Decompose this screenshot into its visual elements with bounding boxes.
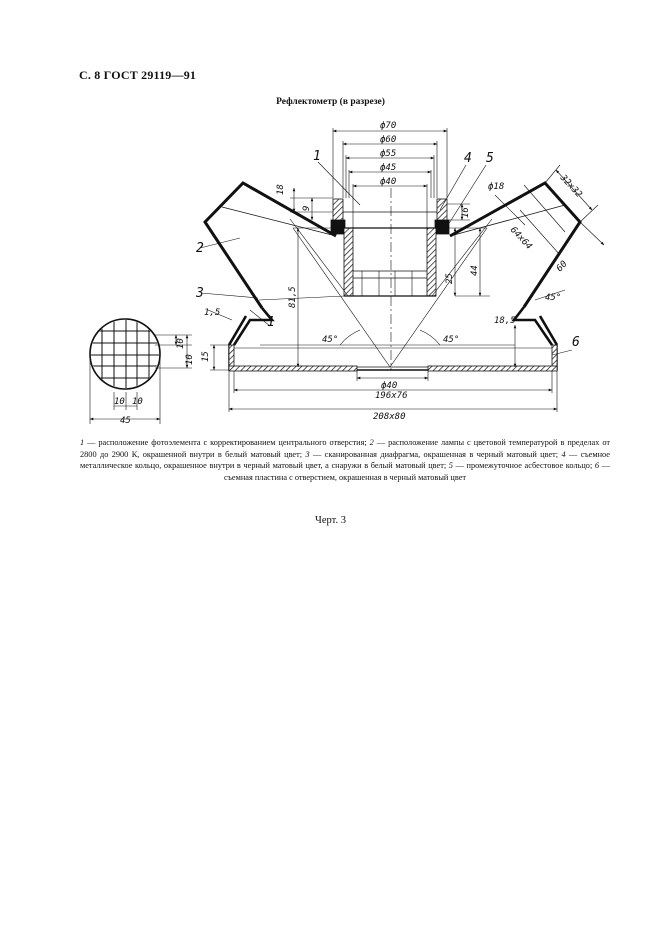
dim-sq64: 64х64 (507, 225, 534, 252)
part-number-5: 5 (486, 151, 494, 166)
grid-dim-10b: 10 (185, 354, 195, 365)
dim-d60: ф60 (380, 135, 397, 145)
base-box (229, 345, 557, 371)
dim-r1-5: 1,5 (204, 308, 221, 318)
grid-dim-10d: 10 (132, 397, 143, 407)
dim-d45: ф45 (380, 163, 397, 173)
caption-text-2: — расположение лампы с цветовой температурой в пределах от 2800 до 2900 К, окрашенной внутри в белый матовый цвет; (80, 438, 611, 459)
part-number-3: 3 (196, 286, 204, 301)
caption-num-1: 1 (80, 438, 85, 447)
dim-d55: ф55 (380, 149, 397, 159)
dim-h18: 18 (276, 184, 286, 195)
dim-h9: 9 (302, 205, 312, 211)
dim-d40-top: ф40 (380, 177, 397, 187)
dim-h15: 15 (201, 351, 211, 362)
figure-caption (80, 437, 610, 483)
dim-d18: ф18 (488, 182, 505, 192)
bottom-dimension-lines (210, 345, 557, 412)
part-number-1-top: 1 (313, 149, 321, 164)
dim-d70: ф70 (380, 121, 397, 131)
dim-h81-5: 81,5 (288, 286, 298, 308)
figure-number: Черт. 3 (315, 515, 346, 526)
caption-num-6: 6 (594, 461, 600, 471)
dim-h16: 16 (461, 207, 471, 218)
dim-r18-5: 18,5 (494, 316, 516, 326)
dim-h44: 44 (470, 265, 480, 276)
caption-num-5: 5 (448, 461, 453, 471)
dim-h25: 25 (445, 273, 455, 284)
dim-base-208x80: 208х80 (373, 412, 406, 422)
caption-num-4: 4 (561, 449, 566, 459)
caption-text-5: — промежуточное асбестовое кольцо; (452, 461, 595, 471)
dim-angle-corner: 45° (545, 293, 562, 303)
dim-d40-bottom: ф40 (381, 381, 398, 391)
diaphragm-grid-view (90, 318, 192, 424)
part-number-4: 4 (464, 151, 472, 166)
page-header: С. 8 ГОСТ 29119—91 (79, 68, 197, 82)
grid-dim-10c: 10 (114, 397, 125, 407)
part-number-1-bottom: 1 (267, 315, 275, 330)
angle-arc-left (340, 330, 360, 345)
dim-plate-196x76: 196х76 (375, 391, 408, 401)
caption-num-2: 2 (369, 438, 374, 447)
dim-angle-right: 45° (443, 335, 460, 345)
angle-arc-right (420, 330, 440, 345)
caption-text-6: — съемная пластина с отверстием, окрашенная в черный матовый цвет (223, 461, 610, 482)
grid-dim-10a: 10 (176, 338, 186, 349)
central-tube (331, 199, 449, 296)
part-number-6: 6 (572, 335, 580, 350)
figure-title: Рефлектометр (в разрезе) (276, 97, 385, 107)
caption-text-3: — сканированная диафрагма, окрашенная в черный матовый цвет; (309, 449, 562, 459)
part-number-2: 2 (196, 241, 204, 256)
grid-dim-45: 45 (120, 416, 131, 426)
dim-sq32: 32х32 (557, 173, 584, 200)
caption-text-1: — расположение фотоэлемента с корректированием центрального отверстия; (84, 438, 370, 447)
dim-len60: 60 (554, 259, 570, 275)
caption-num-3: 3 (305, 449, 310, 459)
caption-text-4: — съемное металлическое кольцо, окрашенное внутри в черный матовый цвет, а снаружи в белый матовый цвет; (80, 449, 610, 471)
dim-angle-left: 45° (322, 335, 339, 345)
